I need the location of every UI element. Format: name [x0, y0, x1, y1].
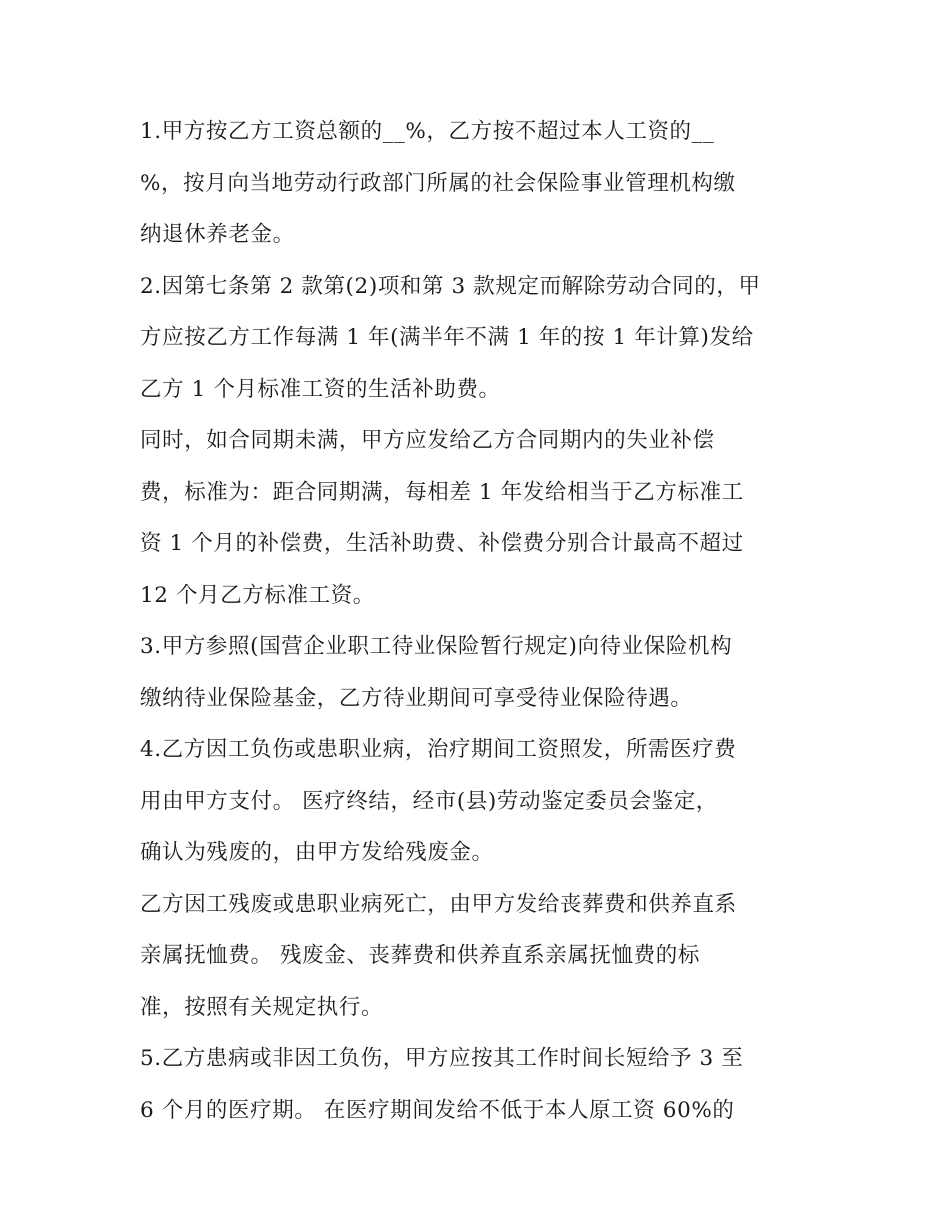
text-line: 纳退休养老金。: [140, 222, 295, 247]
document-body: [140, 106, 812, 1136]
text-line: 缴纳待业保险基金，乙方待业期间可享受待业保险待遇。: [140, 685, 693, 711]
text-line: 12 个月乙方标准工资。: [140, 582, 375, 608]
text-line: 资 1 个月的补偿费，生活补助费、补偿费分别合计最高不超过: [140, 531, 744, 556]
text-line: 亲属抚恤费。 残废金、丧葬费和供养直系亲属抚恤费的标: [140, 943, 700, 968]
text-line: 3.甲方参照(国营企业职工待业保险暂行规定)向待业保险机构: [140, 634, 733, 659]
text-line: 确认为残废的，由甲方发给残废金。: [140, 840, 494, 865]
text-line: 同时，如合同期未满，甲方应发给乙方合同期内的失业补偿: [140, 428, 715, 453]
text-line: 5.乙方患病或非因工负伤，甲方应按其工作时间长短给予 3 至: [140, 1046, 744, 1071]
text-line: 4.乙方因工负伤或患职业病，治疗期间工资照发，所需医疗费: [140, 737, 737, 762]
text-line: 6 个月的医疗期。 在医疗期间发给不低于本人原工资 60%的: [140, 1097, 735, 1123]
text-line: 费，标准为：距合同期满，每相差 1 年发给相当于乙方标准工: [140, 479, 744, 505]
text-line: 乙方 1 个月标准工资的生活补助费。: [140, 376, 501, 402]
text-line: 乙方因工残废或患职业病死亡，由甲方发给丧葬费和供养直系: [140, 891, 737, 917]
text-line: 用由甲方支付。 医疗终结，经市(县)劳动鉴定委员会鉴定，: [140, 788, 718, 814]
text-line: 准，按照有关规定执行。: [140, 994, 384, 1020]
text-line: 1.甲方按乙方工资总额的__%，乙方按不超过本人工资的__: [140, 119, 715, 144]
text-line: %，按月向当地劳动行政部门所属的社会保险事业管理机构缴: [140, 170, 736, 196]
text-line: 方应按乙方工作每满 1 年(满半年不满 1 年的按 1 年计算)发给: [140, 325, 754, 350]
text-line: 2.因第七条第 2 款第(2)项和第 3 款规定而解除劳动合同的，甲: [140, 273, 761, 299]
